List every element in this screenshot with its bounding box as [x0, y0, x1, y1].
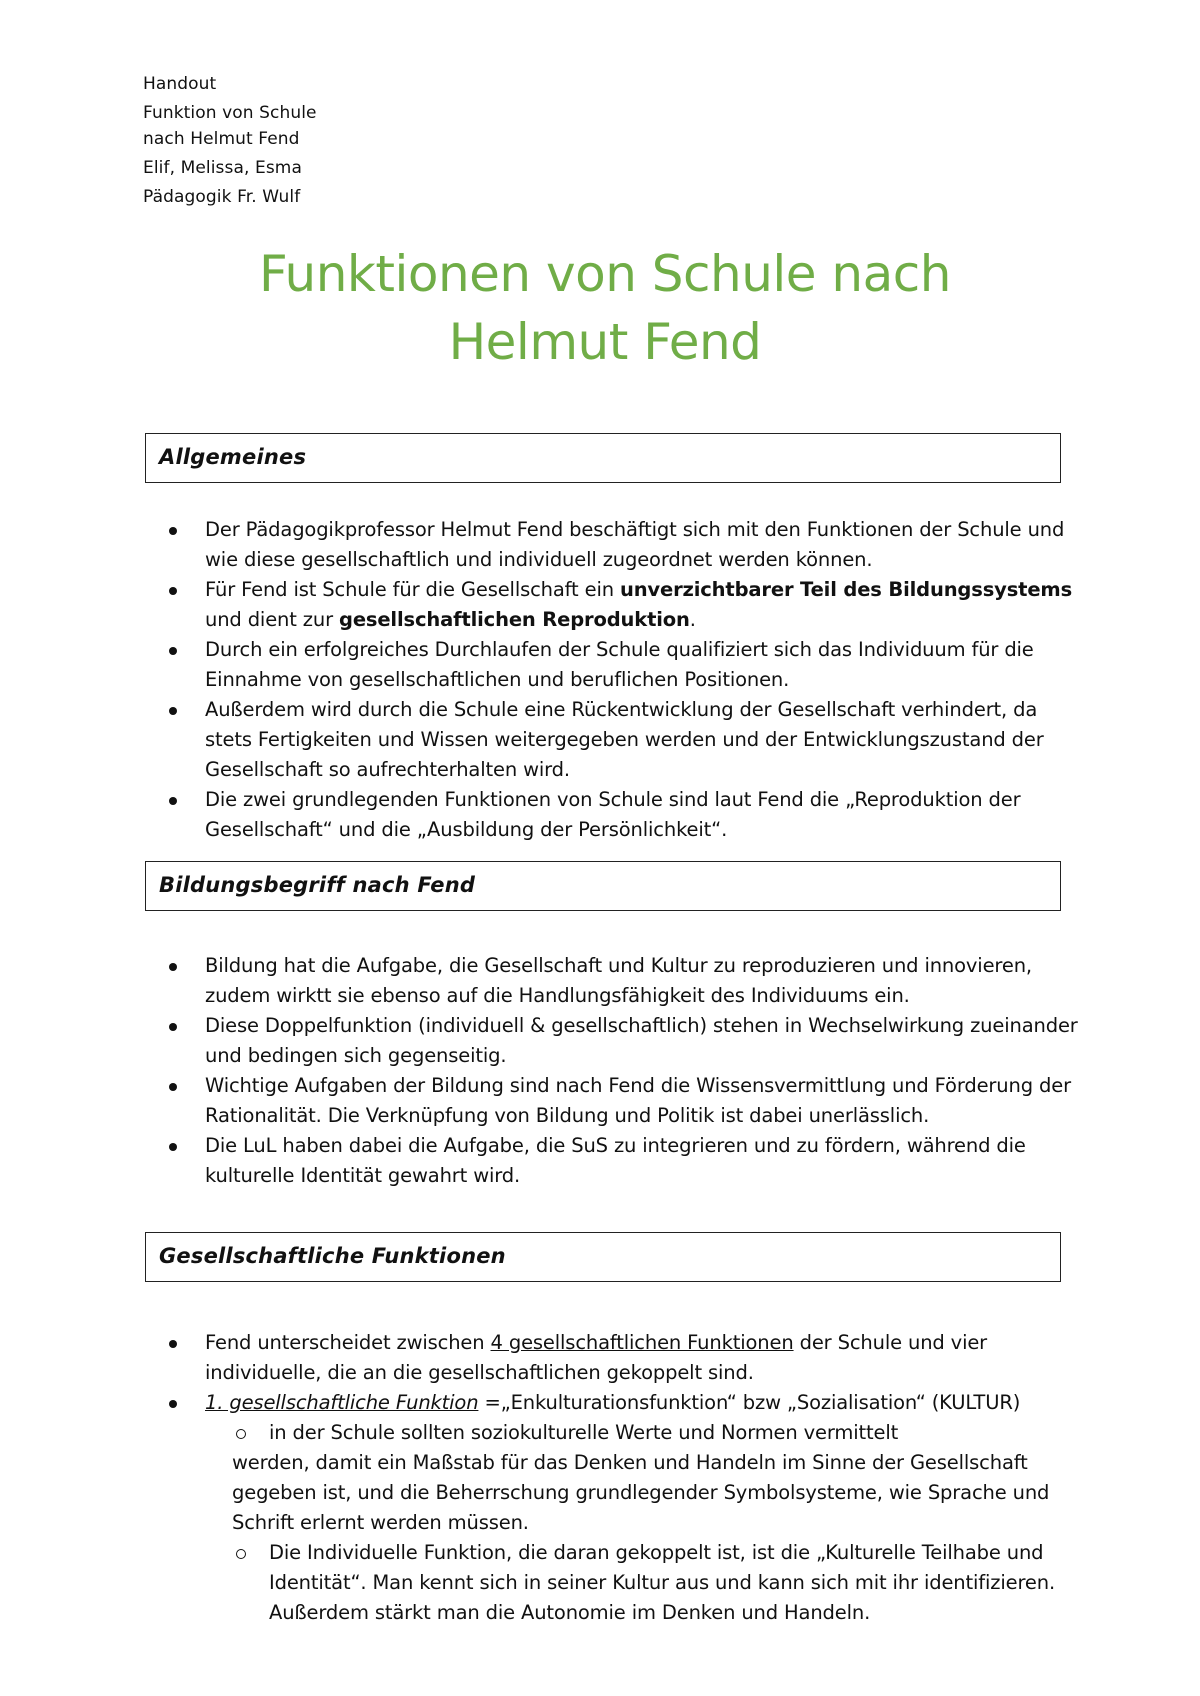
bullet-icon	[169, 1400, 177, 1408]
circle-bullet-icon	[236, 1429, 246, 1439]
section-heading-box-bildungsbegriff	[145, 861, 1061, 911]
list-item	[163, 575, 1083, 635]
bullet-icon	[169, 1083, 177, 1091]
list-item-text: Diese Doppelfunktion (individuell & gesellschaftlich) stehen in Wechselwirkung zueinander und bedingen sich gegenseitig.	[205, 1014, 1078, 1067]
list-item	[163, 1131, 1083, 1191]
meta-handout: Handout	[143, 74, 217, 94]
bold-phrase: gesellschaftlichen Reproduktion	[339, 608, 690, 631]
list-item	[163, 1328, 1083, 1388]
list-item	[163, 515, 1083, 575]
section-heading-allgemeines: Allgemeines	[159, 445, 307, 469]
list-item-text: Die LuL haben dabei die Aufgabe, die SuS zu integrieren und zu fördern, während die kulturelle Identität gewahrt wird.	[205, 1134, 1026, 1187]
list-item	[163, 785, 1083, 845]
list-allgemeines	[163, 515, 1083, 845]
underlined-phrase: 4 gesellschaftlichen Funktionen	[490, 1331, 794, 1354]
sub-list-item	[157, 1418, 1083, 1538]
title-line-2: Helmut Fend	[448, 313, 762, 371]
section-heading-bildungsbegriff: Bildungsbegriff nach Fend	[159, 873, 476, 897]
list-item	[163, 1388, 1083, 1418]
list-item-text: Der Pädagogikprofessor Helmut Fend beschäftigt sich mit den Funktionen der Schule und wie diese gesellschaftlich und individuell zugeordnet werden können.	[205, 518, 1065, 571]
bullet-icon	[169, 707, 177, 715]
bullet-icon	[169, 1023, 177, 1031]
list-item-text: Fend unterscheidet zwischen	[205, 1331, 491, 1354]
meta-topic: Funktion von Schule	[143, 103, 317, 123]
bullet-icon	[169, 797, 177, 805]
meta-course: Pädagogik Fr. Wulf	[143, 187, 301, 207]
page-title	[143, 240, 1067, 376]
list-item-text: Für Fend ist Schule für die Gesellschaft ein	[205, 578, 620, 601]
list-item-text: Durch ein erfolgreiches Durchlaufen der Schule qualifiziert sich das Individuum für die Einnahme von gesellschaftlichen und beruflichen Positionen.	[205, 638, 1034, 691]
list-item-text: Bildung hat die Aufgabe, die Gesellschaft und Kultur zu reproduzieren und innovieren, zudem wirktt sie ebenso auf die Handlungsfähigkeit des Individuums ein.	[205, 954, 1032, 1007]
bullet-icon	[169, 647, 177, 655]
list-item-text-end: .	[689, 608, 696, 631]
bullet-icon	[169, 587, 177, 595]
list-item-text-cont: =„Enkulturationsfunktion“ bzw „Sozialisation“ (KULTUR)	[478, 1391, 1021, 1414]
sub-list-item	[157, 1538, 1083, 1628]
list-item	[163, 695, 1083, 785]
bullet-icon	[169, 963, 177, 971]
sub-item-text: Die Individuelle Funktion, die daran gekoppelt ist, ist die „Kulturelle Teilhabe und Identität“. Man kennt sich in seiner Kultur aus und kann sich mit ihr identifizieren. Außerdem stärkt man die Autonomie im Denken und Handeln.	[269, 1541, 1055, 1624]
list-item-text: Die zwei grundlegenden Funktionen von Schule sind laut Fend die „Reproduktion der Gesellschaft“ und die „Ausbildung der Persönlichkeit“.	[205, 788, 1021, 841]
circle-bullet-icon	[236, 1549, 246, 1559]
list-item	[163, 951, 1083, 1011]
sub-item-text-rest: werden, damit ein Maßstab für das Denken und Handeln im Sinne der Gesellschaft gegeben ist, und die Beherrschung grundlegender Symbolsysteme, wie Sprache und Schrift erlernt werden müssen.	[232, 1451, 1050, 1534]
list-item	[163, 635, 1083, 695]
bullet-icon	[169, 527, 177, 535]
meta-authors: Elif, Melissa, Esma	[143, 158, 302, 178]
list-item-text: Außerdem wird durch die Schule eine Rückentwicklung der Gesellschaft verhindert, da stets Fertigkeiten und Wissen weitergegeben werden und der Entwicklungszustand der Gesellschaft so aufrechterhalten wird.	[205, 698, 1044, 781]
header-meta	[143, 70, 317, 212]
list-item	[163, 1011, 1083, 1071]
bullet-icon	[169, 1143, 177, 1151]
list-item	[163, 1071, 1083, 1131]
list-bildungsbegriff	[163, 951, 1083, 1191]
section-heading-gesellschaftliche: Gesellschaftliche Funktionen	[159, 1244, 506, 1268]
sub-item-text-first: in der Schule sollten soziokulturelle Werte und Normen vermittelt	[269, 1421, 899, 1444]
function-label: 1. gesellschaftliche Funktion	[205, 1391, 479, 1414]
list-item-text-cont: und dient zur	[205, 608, 340, 631]
title-line-1: Funktionen von Schule nach	[259, 245, 951, 303]
section-heading-box-gesellschaftliche	[145, 1232, 1061, 1282]
list-item-text: Wichtige Aufgaben der Bildung sind nach Fend die Wissensvermittlung und Förderung der Rationalität. Die Verknüpfung von Bildung und Politik ist dabei unerlässlich.	[205, 1074, 1071, 1127]
list-gesellschaftliche	[163, 1328, 1083, 1628]
meta-topic-cont: nach Helmut Fend	[143, 129, 300, 149]
list-item-text-cont: der Schule und vier individuelle, die an die gesellschaftlichen gekoppelt sind.	[205, 1331, 988, 1384]
bullet-icon	[169, 1340, 177, 1348]
section-heading-box-allgemeines	[145, 433, 1061, 483]
bold-phrase: unverzichtbarer Teil des Bildungssystems	[619, 578, 1073, 601]
